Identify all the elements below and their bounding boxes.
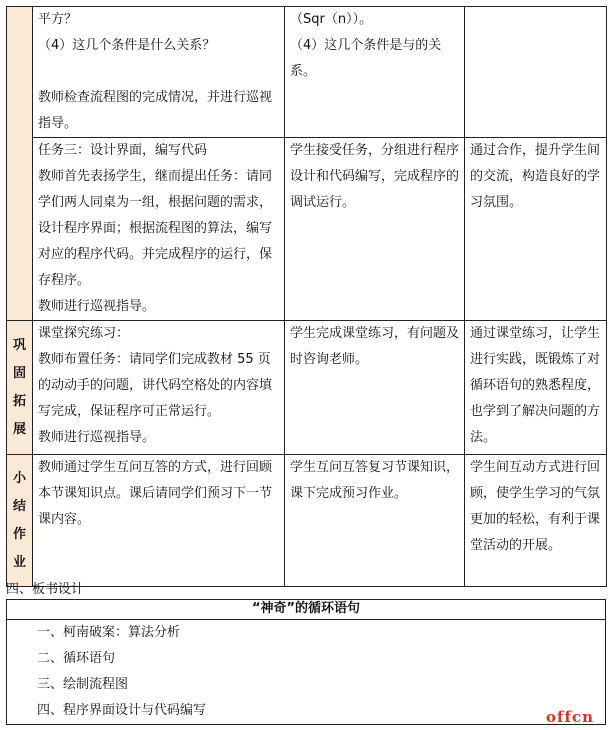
table-row	[7, 138, 607, 321]
text-line	[38, 59, 279, 85]
table-row	[7, 7, 607, 138]
lesson-plan-table	[6, 6, 607, 587]
stage-cell	[7, 455, 33, 587]
list-item: 三、绘制流程图	[37, 677, 129, 692]
design-intent-cell	[465, 455, 607, 587]
table-row	[7, 321, 607, 455]
text-line: 教师进行巡视指导。	[38, 430, 156, 445]
design-intent-cell	[465, 138, 607, 321]
stage-cell	[7, 7, 33, 321]
text-line: 任务三：设计界面，编写代码	[38, 143, 208, 158]
design-intent-cell	[465, 7, 607, 138]
text-line: 学生互问互答复习节课知识，课下完成预习作业。	[290, 460, 460, 501]
section-heading: 四、板书设计	[6, 582, 85, 597]
text-line: 教师检查流程图的完成情况，并进行巡视指导。	[38, 90, 273, 131]
teacher-activity-cell	[33, 321, 285, 455]
text-line: 平方？	[38, 12, 78, 27]
list-item: 二、循环语句	[37, 651, 116, 666]
teacher-activity-cell	[33, 138, 285, 321]
blackboard-design-box	[6, 599, 606, 725]
student-activity-cell	[285, 138, 465, 321]
teacher-activity-cell	[33, 455, 285, 587]
text-line: 教师首先表扬学生，继而提出任务：请同学们两人同桌为一组，根据问题的需求，设计程序界面；根据流程图的算法，编写对应的程序代码。并完成程序的运行，保存程序。	[38, 169, 273, 288]
offcn-watermark: offcn	[546, 708, 594, 726]
list-item: 一、柯南破案：算法分析	[37, 625, 181, 640]
text-line: 学生接受任务，分组进行程序设计和代码编写，完成程序的调试运行。	[290, 143, 460, 210]
student-activity-cell	[285, 7, 465, 138]
text-line: 课堂探究练习：	[38, 326, 130, 341]
student-activity-cell	[285, 321, 465, 455]
table-row	[7, 455, 607, 587]
board-item-list	[7, 620, 605, 724]
text-line: （4）这几个条件是什么关系？	[38, 38, 216, 53]
text-line: 教师布置任务：请同学们完成教材 55 页的动动手的问题，讲代码空格处的内容填写完成，保证程序可正常运行。	[38, 352, 273, 419]
text-line: 学生完成课堂练习，有问题及时咨询老师。	[290, 326, 460, 367]
list-item: 四、程序界面设计与代码编写	[37, 703, 207, 718]
stage-label: 小结作业	[12, 470, 26, 570]
text-line: （Sqr（n））。	[290, 12, 373, 27]
text-line: （4）这几个条件是与的关系。	[290, 38, 442, 79]
student-activity-cell	[285, 455, 465, 587]
text-line: 学生间互动方式进行回顾，使学生学习的气氛更加的轻松，有利于课堂活动的开展。	[470, 460, 601, 553]
design-intent-cell	[465, 321, 607, 455]
stage-cell	[7, 321, 33, 455]
text-line: 通过课堂练习，让学生进行实践，既锻炼了对循环语句的熟悉程度，也学到了解决问题的方法。	[470, 326, 601, 445]
teacher-activity-cell	[33, 7, 285, 138]
text-line: 通过合作，提升学生间的交流，构造良好的学习氛围。	[470, 143, 601, 210]
text-line: 教师进行巡视指导。	[38, 299, 156, 314]
text-line: 教师通过学生互问互答的方式，进行回顾本节课知识点。课后请同学们预习下一节课内容。	[38, 460, 273, 527]
stage-label: 巩固拓展	[12, 337, 26, 437]
board-title: “神奇”的循环语句	[6, 600, 606, 620]
